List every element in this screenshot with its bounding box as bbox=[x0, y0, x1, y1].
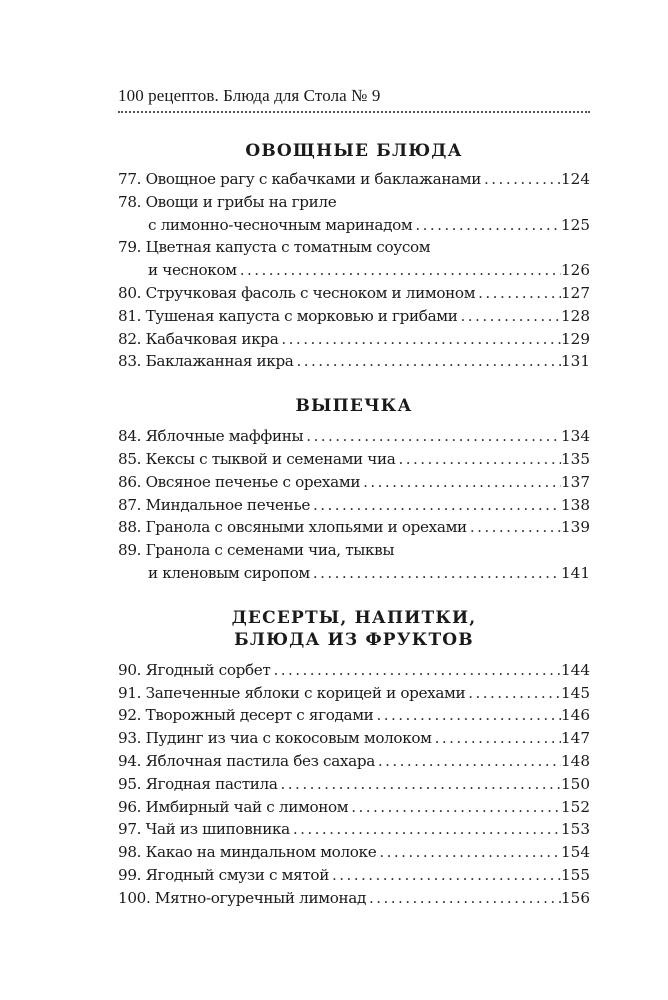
page-number: 146 bbox=[561, 706, 590, 725]
toc-entry[interactable] bbox=[118, 425, 590, 448]
dot-leader bbox=[310, 562, 561, 585]
page-number: 131 bbox=[561, 352, 590, 371]
entry-title: 89. Гранола с семенами чиа, тыквы bbox=[118, 541, 395, 560]
dot-leader bbox=[360, 471, 561, 494]
page-number: 138 bbox=[561, 495, 590, 514]
dot-leader bbox=[303, 425, 561, 448]
toc-entry[interactable] bbox=[118, 305, 590, 328]
toc-entry[interactable] bbox=[118, 236, 590, 282]
entry-title-continuation: и чесноком bbox=[148, 261, 237, 280]
section-title-line: ОВОЩНЫЕ БЛЮДА bbox=[245, 141, 463, 161]
entry-title: 100. Мятно-огуречный лимонад bbox=[118, 888, 366, 907]
dot-leader bbox=[278, 328, 561, 351]
section-title-line: БЛЮДА ИЗ ФРУКТОВ bbox=[234, 629, 474, 650]
toc-entry[interactable] bbox=[118, 659, 590, 682]
toc-entry[interactable] bbox=[118, 539, 590, 585]
dot-leader bbox=[375, 750, 561, 773]
dot-leader bbox=[465, 682, 561, 705]
toc-entry[interactable] bbox=[118, 494, 590, 517]
toc-entry[interactable] bbox=[118, 516, 590, 539]
page-number: 134 bbox=[561, 427, 590, 446]
entry-title: 91. Запеченные яблоки с корицей и орехами bbox=[118, 683, 466, 702]
entry-title: 87. Миндальное печенье bbox=[118, 495, 310, 514]
dot-leader bbox=[432, 727, 561, 750]
page-number: 124 bbox=[561, 170, 590, 188]
page-number: 135 bbox=[561, 449, 590, 468]
toc-entry[interactable] bbox=[118, 682, 590, 705]
entry-title: 90. Ягодный сорбет bbox=[118, 660, 271, 679]
section-title-line: ВЫПЕЧКА bbox=[295, 396, 413, 417]
dot-leader bbox=[329, 864, 561, 887]
page-number: 144 bbox=[561, 660, 590, 679]
toc-entry[interactable] bbox=[118, 841, 590, 864]
dot-leader bbox=[467, 516, 561, 539]
entry-title: 96. Имбирный чай с лимоном bbox=[118, 797, 349, 816]
entry-title: 86. Овсяное печенье с орехами bbox=[118, 472, 361, 491]
entry-title: 94. Яблочная пастила без сахара bbox=[118, 751, 375, 770]
dot-leader bbox=[366, 887, 561, 910]
toc-page bbox=[118, 84, 590, 910]
dot-leader bbox=[348, 796, 561, 819]
page-number: 128 bbox=[561, 306, 590, 325]
dot-leader bbox=[278, 773, 561, 796]
dot-leader bbox=[373, 704, 561, 727]
toc-entry[interactable] bbox=[118, 328, 590, 351]
dot-leader bbox=[412, 214, 561, 237]
toc-entry[interactable] bbox=[118, 818, 590, 841]
entry-title: 77. Овощное рагу с кабачками и баклажанами bbox=[118, 170, 482, 188]
entry-title: 84. Яблочные маффины bbox=[118, 427, 304, 446]
page-number: 126 bbox=[561, 261, 590, 280]
entry-title: 98. Какао на миндальном молоке bbox=[118, 843, 377, 862]
section-title-line: ДЕСЕРТЫ, НАПИТКИ, bbox=[231, 607, 477, 628]
page-number: 154 bbox=[561, 843, 590, 862]
entry-title: 85. Кексы с тыквой и семенами чиа bbox=[118, 449, 396, 468]
page-number: 139 bbox=[561, 518, 590, 537]
toc-entry[interactable] bbox=[118, 704, 590, 727]
entry-title: 83. Баклажанная икра bbox=[118, 352, 294, 371]
toc-entry[interactable] bbox=[118, 750, 590, 773]
section-desserts-drinks-fruit bbox=[118, 607, 590, 910]
entry-title: 93. Пудинг из чиа с кокосовым молоком bbox=[118, 729, 432, 748]
page-number: 148 bbox=[561, 751, 590, 770]
toc-entry[interactable] bbox=[118, 864, 590, 887]
entry-title-continuation: с лимонно-чесночным маринадом bbox=[148, 215, 413, 234]
entry-title: 88. Гранола с овсяными хлопьями и орехами bbox=[118, 518, 467, 537]
dot-leader bbox=[294, 350, 561, 373]
toc-entry[interactable] bbox=[118, 191, 590, 237]
dot-leader bbox=[290, 818, 561, 841]
dot-leader bbox=[270, 659, 561, 682]
page-number: 147 bbox=[561, 729, 590, 748]
page-number: 150 bbox=[561, 774, 590, 793]
toc-entry[interactable] bbox=[118, 796, 590, 819]
page-number: 137 bbox=[561, 472, 590, 491]
entry-title: 97. Чай из шиповника bbox=[118, 820, 290, 839]
toc-entry[interactable] bbox=[118, 773, 590, 796]
toc-entry[interactable] bbox=[118, 350, 590, 373]
dot-leader bbox=[237, 259, 561, 282]
page-number: 145 bbox=[561, 683, 590, 702]
entry-title: 79. Цветная капуста с томатным соусом bbox=[118, 238, 431, 257]
toc-entry[interactable] bbox=[118, 448, 590, 471]
dot-leader bbox=[376, 841, 561, 864]
dot-leader bbox=[395, 448, 561, 471]
section-title bbox=[118, 395, 590, 417]
entry-title: 99. Ягодный смузи с мятой bbox=[118, 865, 329, 884]
page-number: 155 bbox=[561, 865, 590, 884]
dot-leader bbox=[458, 305, 561, 328]
entry-title: 78. Овощи и грибы на гриле bbox=[118, 192, 337, 211]
toc-entry[interactable] bbox=[118, 887, 590, 910]
dot-leader bbox=[481, 168, 561, 191]
running-head: 100 рецептов. Блюда для Стола № 9 bbox=[118, 86, 381, 105]
entry-title: 92. Творожный десерт с ягодами bbox=[118, 706, 374, 725]
section-vegetable-dishes bbox=[118, 140, 590, 373]
entry-title-continuation: и кленовым сиропом bbox=[148, 563, 310, 582]
entry-title: 95. Ягодная пастила bbox=[118, 774, 278, 793]
page-number: 129 bbox=[561, 329, 590, 348]
page-number: 152 bbox=[561, 797, 590, 816]
page-number: 125 bbox=[561, 215, 590, 234]
entry-title: 82. Кабачковая икра bbox=[118, 329, 279, 348]
toc-entry[interactable] bbox=[118, 727, 590, 750]
header-dotted-rule bbox=[118, 111, 590, 113]
page-number: 156 bbox=[561, 888, 590, 907]
section-baking bbox=[118, 395, 590, 585]
page-number: 153 bbox=[561, 820, 590, 839]
page-number: 141 bbox=[561, 563, 590, 582]
dot-leader bbox=[475, 282, 561, 305]
entry-title: 80. Стручковая фасоль с чесноком и лимоном bbox=[118, 283, 476, 302]
section-title bbox=[118, 140, 590, 162]
toc-entry[interactable] bbox=[118, 471, 590, 494]
toc-entry[interactable] bbox=[118, 282, 590, 305]
dot-leader bbox=[310, 494, 561, 517]
entry-title: 81. Тушеная капуста с морковью и грибами bbox=[118, 306, 458, 325]
page-number: 127 bbox=[561, 283, 590, 302]
section-title bbox=[118, 607, 590, 651]
toc-entry[interactable] bbox=[118, 168, 590, 191]
